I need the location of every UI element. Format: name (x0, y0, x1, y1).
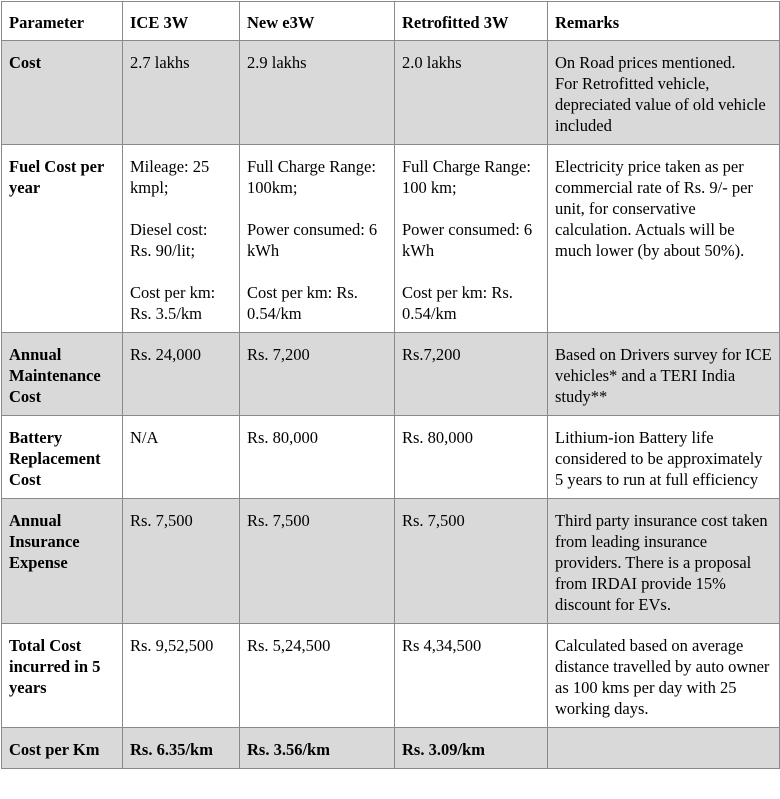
table-row-total-cost (2, 624, 780, 728)
row-label: Battery Replacement Cost (2, 416, 123, 499)
header-row (2, 2, 780, 41)
table-cell: Rs.7,200 (395, 333, 548, 416)
table-cell: Rs. 80,000 (395, 416, 548, 499)
table-row-fuel-cost (2, 145, 780, 333)
header-ice-3w: ICE 3W (123, 2, 240, 41)
cost-comparison-table (1, 1, 780, 769)
remarks-cell: Based on Drivers survey for ICE vehicles* and a TERI India study** (548, 333, 780, 416)
table-cell: Rs. 80,000 (240, 416, 395, 499)
table-cell: Rs. 24,000 (123, 333, 240, 416)
remarks-cell: Lithium-ion Battery life considered to be approximately 5 years to run at full efficiency (548, 416, 780, 499)
remarks-cell: Third party insurance cost taken from leading insurance providers. There is a proposal from IRDAI provide 15% discount for EVs. (548, 499, 780, 624)
table-row-battery (2, 416, 780, 499)
header-parameter: Parameter (2, 2, 123, 41)
table-cell: Rs. 7,500 (240, 499, 395, 624)
table-cell: Mileage: 25 kmpl; Diesel cost: Rs. 90/lit; Cost per km: Rs. 3.5/km (123, 145, 240, 333)
table-cell: Rs. 6.35/km (123, 728, 240, 769)
row-label: Cost (2, 41, 123, 145)
row-label: Cost per Km (2, 728, 123, 769)
table-cell: Rs. 5,24,500 (240, 624, 395, 728)
table-cell: Full Charge Range: 100 km; Power consumed: 6 kWh Cost per km: Rs. 0.54/km (395, 145, 548, 333)
table-cell: Rs. 7,500 (395, 499, 548, 624)
table-cell: Rs. 7,500 (123, 499, 240, 624)
remarks-cell: Calculated based on average distance travelled by auto owner as 100 kms per day with 25 working days. (548, 624, 780, 728)
row-label: Total Cost incurred in 5 years (2, 624, 123, 728)
row-label: Annual Maintenance Cost (2, 333, 123, 416)
header-new-e3w: New e3W (240, 2, 395, 41)
header-retrofitted-3w: Retrofitted 3W (395, 2, 548, 41)
table-cell: 2.7 lakhs (123, 41, 240, 145)
table-cell: 2.9 lakhs (240, 41, 395, 145)
table-cell: Rs 4,34,500 (395, 624, 548, 728)
remarks-cell (548, 728, 780, 769)
row-label: Annual Insurance Expense (2, 499, 123, 624)
table-row-maintenance (2, 333, 780, 416)
header-remarks: Remarks (548, 2, 780, 41)
remarks-cell: Electricity price taken as per commercial rate of Rs. 9/- per unit, for conservative calculation. Actuals will be much lower (by about 50%). (548, 145, 780, 333)
table-cell: Rs. 7,200 (240, 333, 395, 416)
row-label: Fuel Cost per year (2, 145, 123, 333)
table-cell: Full Charge Range: 100km; Power consumed: 6 kWh Cost per km: Rs. 0.54/km (240, 145, 395, 333)
table-row-cost (2, 41, 780, 145)
table-cell: Rs. 3.09/km (395, 728, 548, 769)
remarks-cell: On Road prices mentioned. For Retrofitted vehicle, depreciated value of old vehicle included (548, 41, 780, 145)
table-row-cost-per-km (2, 728, 780, 769)
table-cell: 2.0 lakhs (395, 41, 548, 145)
table-cell: Rs. 9,52,500 (123, 624, 240, 728)
table-cell: N/A (123, 416, 240, 499)
table-row-insurance (2, 499, 780, 624)
table-cell: Rs. 3.56/km (240, 728, 395, 769)
